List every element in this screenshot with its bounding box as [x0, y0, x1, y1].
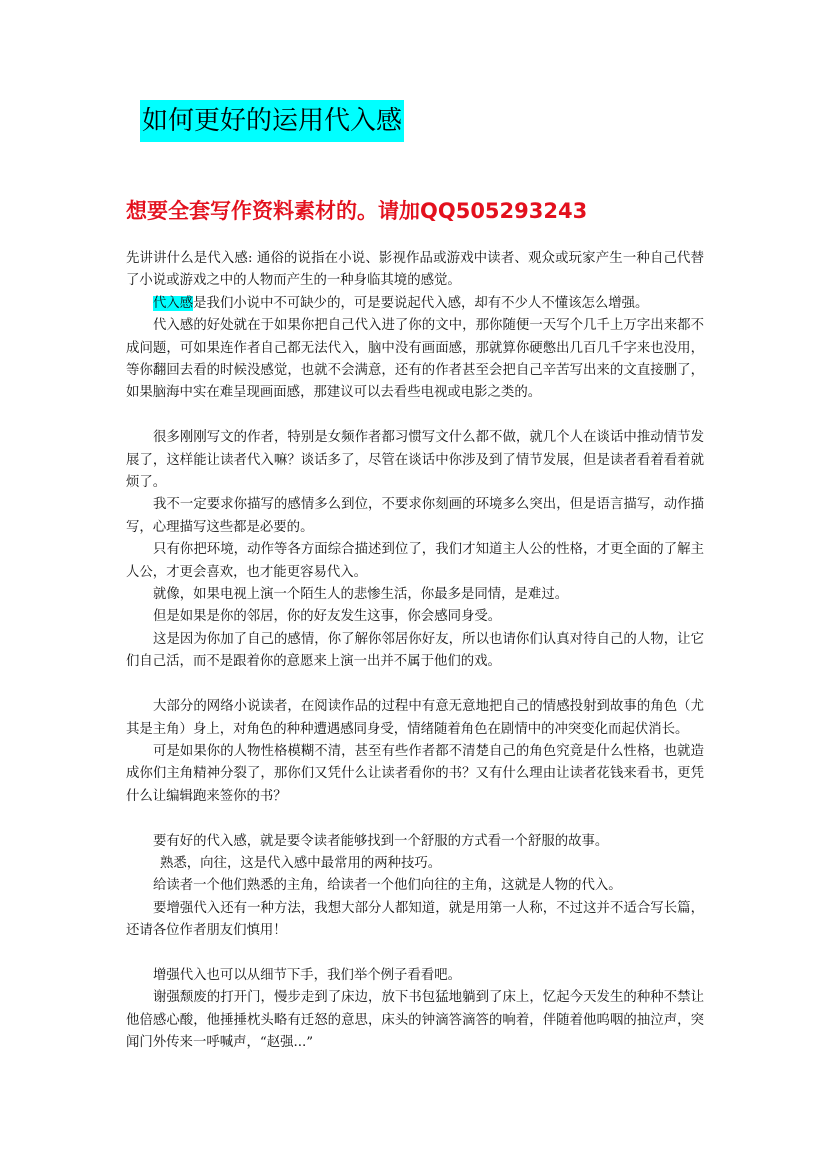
body-text [126, 248, 704, 1055]
paragraph: 熟悉，向往，这是代入感中最常用的两种技巧。 [160, 855, 442, 871]
paragraph: 给读者一个他们熟悉的主角，给读者一个他们向往的主角，这就是人物的代入。 [153, 878, 622, 894]
blank-line [126, 405, 704, 427]
paragraph: 大部分的网络小说读者，在阅读作品的过程中有意无意地把自己的情感投射到故事的角色（尤其是主角）身上，对角色的种种遭遇感同身受，情绪随着角色在剧情中的冲突变化而起伏消长。 [126, 699, 704, 737]
paragraph: 很多刚刚写文的作者，特别是女频作者都习惯写文什么都不做，就几个人在谈话中推动情节发展了，这样能让读者代入嘛？谈话多了，尽管在谈话中你涉及到了情节发展，但是读者看着看着就烦了。 [126, 430, 704, 491]
paragraph [126, 293, 704, 315]
paragraph: 增强代入也可以从细节下手，我们举个例子看看吧。 [153, 967, 461, 983]
paragraph: 我不一定要求你描写的感情多么到位，不要求你刻画的环境多么突出，但是语言描写，动作描写，心理描写这些都是必要的。 [126, 497, 704, 535]
blank-line [126, 674, 704, 696]
paragraph: 谢强颓废的打开门，慢步走到了床边，放下书包猛地躺到了床上，忆起今天发生的种种不禁让他倍感心酸，他捶捶枕头略有迁怒的意思，床头的钟滴答滴答的响着，伴随着他呜咽的抽泣声，突闻门外传来一呼喊声，“赵强...” [126, 990, 704, 1051]
blank-line [126, 943, 704, 965]
paragraph: 但是如果是你的邻居，你的好友发生这事，你会感同身受。 [153, 609, 502, 625]
paragraph: 就像，如果电视上演一个陌生人的悲惨生活，你最多是同情，是难过。 [153, 587, 569, 603]
paragraph: 要有好的代入感，就是要令读者能够找到一个舒服的方式看一个舒服的故事。 [153, 833, 609, 849]
promo-line: 想要全套写作资料素材的。请加QQ505293243 [126, 199, 588, 223]
paragraph: 这是因为你加了自己的感情，你了解你邻居你好友，所以也请你们认真对待自己的人物，让它们自己活，而不是跟着你的意愿来上演一出并不属于他们的戏。 [126, 631, 704, 670]
paragraph: 只有你把环境，动作等各方面综合描述到位了，我们才知道主人公的性格，才更全面的了解主人公，才更会喜欢，也才能更容易代入。 [126, 542, 704, 580]
paragraph: 要增强代入还有一种方法，我想大部分人都知道，就是用第一人称，不过这并不适合写长篇，还请各位作者朋友们慎用！ [126, 900, 704, 939]
paragraph: 可是如果你的人物性格模糊不清，甚至有些作者都不清楚自己的角色究竟是什么性格，也就造成你们主角精神分裂了，那你们又凭什么让读者看你的书？又有什么理由让读者花钱来看书，更凭什么让编辑跑来签你的书？ [126, 743, 704, 804]
blank-line [126, 808, 704, 830]
paragraph: 先讲讲什么是代入感: 通俗的说指在小说、影视作品或游戏中读者、观众或玩家产生一种自己代替了小说或游戏之中的人物而产生的一种身临其境的感觉。 [126, 251, 704, 289]
document-title: 如何更好的运用代入感 [140, 100, 404, 142]
paragraph: 代入感的好处就在于如果你把自己代入进了你的文中，那你随便一天写个几千上万字出来都不成问题，可如果连作者自己都无法代入，脑中没有画面感，那就算你硬憋出几百几千字来也没用，等你翻回去看的时候没感觉，也就不会满意，还有的作者甚至会把自己辛苦写出来的文直接删了，如果脑海中实在难呈现画面感，那建议可以去看些电视或电影之类的。 [126, 318, 704, 401]
highlighted-term: 代入感 [153, 295, 194, 311]
paragraph-text: 是我们小说中不可缺少的，可是要说起代入感，却有不少人不懂该怎么增强。 [193, 295, 649, 311]
